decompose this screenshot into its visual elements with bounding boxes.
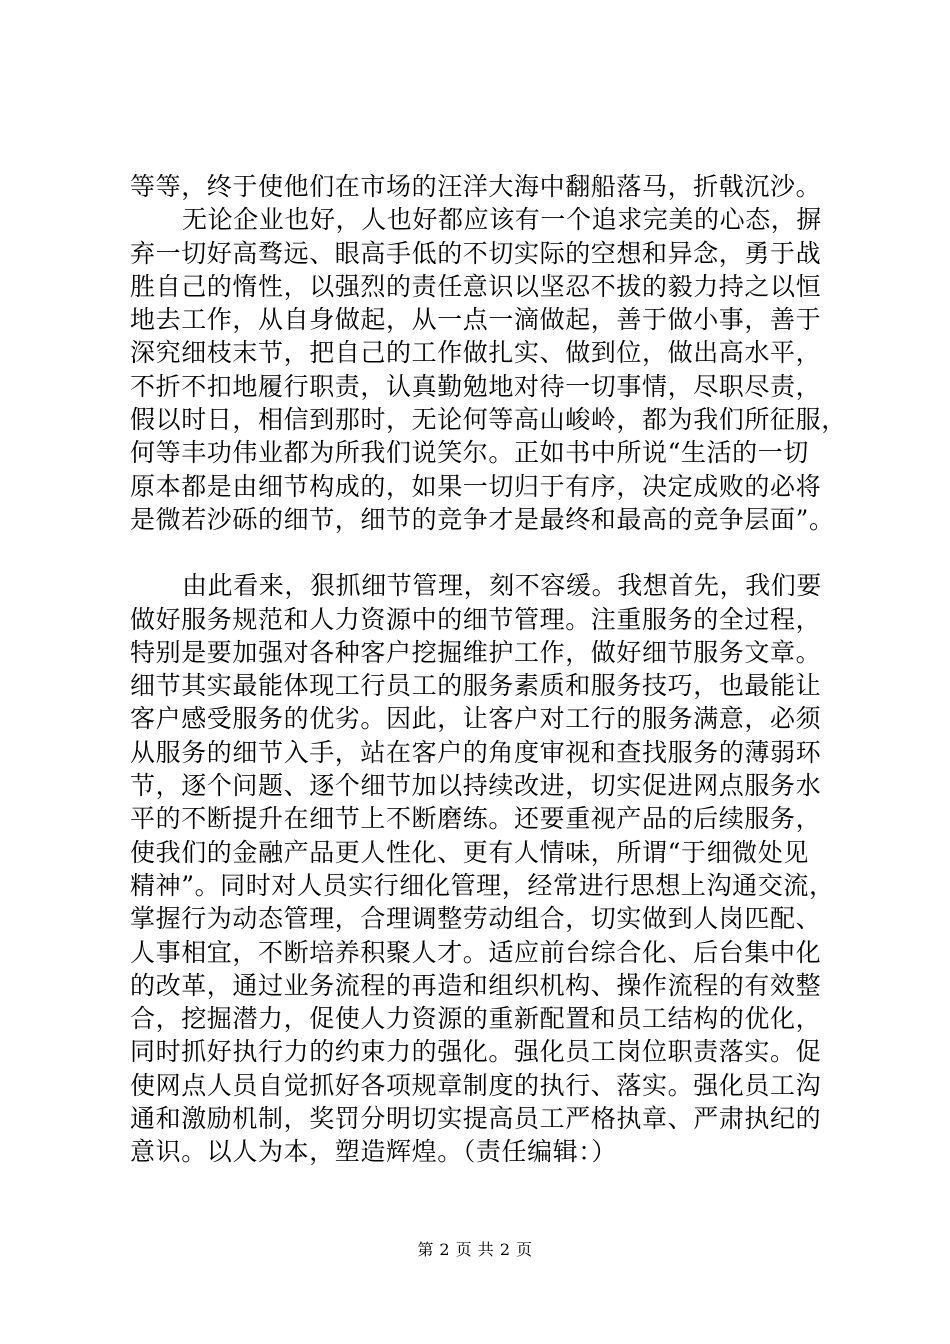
- text-line: 使我们的金融产品更人性化、更有人情味，所谓“于细微处见: [130, 837, 809, 867]
- paragraph-1: [130, 170, 850, 203]
- text-line: 同时抓好执行力的约束力的强化。强化员工岗位职责落实。促: [130, 1037, 822, 1067]
- text-line: 从服务的细节入手，站在客户的角度审视和查找服务的薄弱环: [130, 737, 822, 767]
- text-line: 等等，终于使他们在市场的汪洋大海中翻船落马，折戟沉沙。: [130, 172, 822, 201]
- text-line: 不折不扣地履行职责，认真勤勉地对待一切事情，尽职尽责，: [130, 371, 822, 401]
- text-line: 深究细枝末节，把自己的工作做扎实、做到位，做出高水平，: [130, 338, 822, 368]
- text-line: 合，挖掘潜力，促使人力资源的重新配置和员工结构的优化，: [130, 1004, 822, 1034]
- page-number: 第 2 页 共 2 页: [417, 1240, 533, 1259]
- text-line: 胜自己的惰性，以强烈的责任意识以坚忍不拔的毅力持之以恒: [130, 271, 822, 301]
- text-line: 由此看来，狠抓细节管理，刻不容缓。我想首先，我们要: [182, 571, 823, 601]
- text-line: 节，逐个问题、逐个细节加以持续改进，切实促进网点服务水: [130, 771, 822, 801]
- text-line: 精神”。同时对人员实行细化管理，经常进行思想上沟通交流，: [130, 870, 835, 900]
- text-line: 地去工作，从自身做起，从一点一滴做起，善于做小事，善于: [130, 305, 822, 335]
- text-line: 客户感受服务的优劣。因此，让客户对工行的服务满意，必须: [130, 704, 822, 734]
- text-line: 弃一切好高骛远、眼高手低的不切实际的空想和异念，勇于战: [130, 238, 822, 268]
- text-line: 使网点人员自觉抓好各项规章制度的执行、落实。强化员工沟: [130, 1070, 822, 1100]
- text-line: 是微若沙砾的细节，细节的竞争才是最终和最高的竞争层面”。: [130, 504, 835, 534]
- text-line: 特别是要加强对各种客户挖掘维护工作，做好细节服务文章。: [130, 637, 822, 667]
- text-line: 做好服务规范和人力资源中的细节管理。注重服务的全过程，: [130, 604, 822, 634]
- text-line: 意识。以人为本，塑造辉煌。（责任编辑：）: [130, 1137, 618, 1167]
- text-line: 的改革，通过业务流程的再造和组织机构、操作流程的有效整: [130, 970, 822, 1000]
- document-body: [130, 170, 850, 1169]
- text-line: 原本都是由细节构成的，如果一切归于有序，决定成败的必将: [130, 471, 822, 501]
- paragraph-3: [130, 569, 850, 1168]
- text-line: 细节其实最能体现工行员工的服务素质和服务技巧，也最能让: [130, 671, 822, 701]
- text-line: 人事相宜，不断培养积聚人才。适应前台综合化、后台集中化: [130, 937, 822, 967]
- text-line: 假以时日，相信到那时，无论何等高山峻岭，都为我们所征服，: [130, 405, 847, 435]
- text-line: 通和激励机制，奖罚分明切实提高员工严格执章、严肃执纪的: [130, 1104, 822, 1134]
- text-line: 掌握行为动态管理，合理调整劳动组合，切实做到人岗匹配、: [130, 904, 822, 934]
- text-line: 何等丰功伟业都为所我们说笑尔。正如书中所说“生活的一切: [130, 438, 809, 468]
- paragraph-spacer: [130, 536, 850, 569]
- text-line: 无论企业也好，人也好都应该有一个追求完美的心态，摒: [182, 205, 823, 235]
- page-footer: [0, 1240, 950, 1260]
- text-line: 平的不断提升在细节上不断磨练。还要重视产品的后续服务，: [130, 804, 822, 834]
- paragraph-2: [130, 203, 850, 536]
